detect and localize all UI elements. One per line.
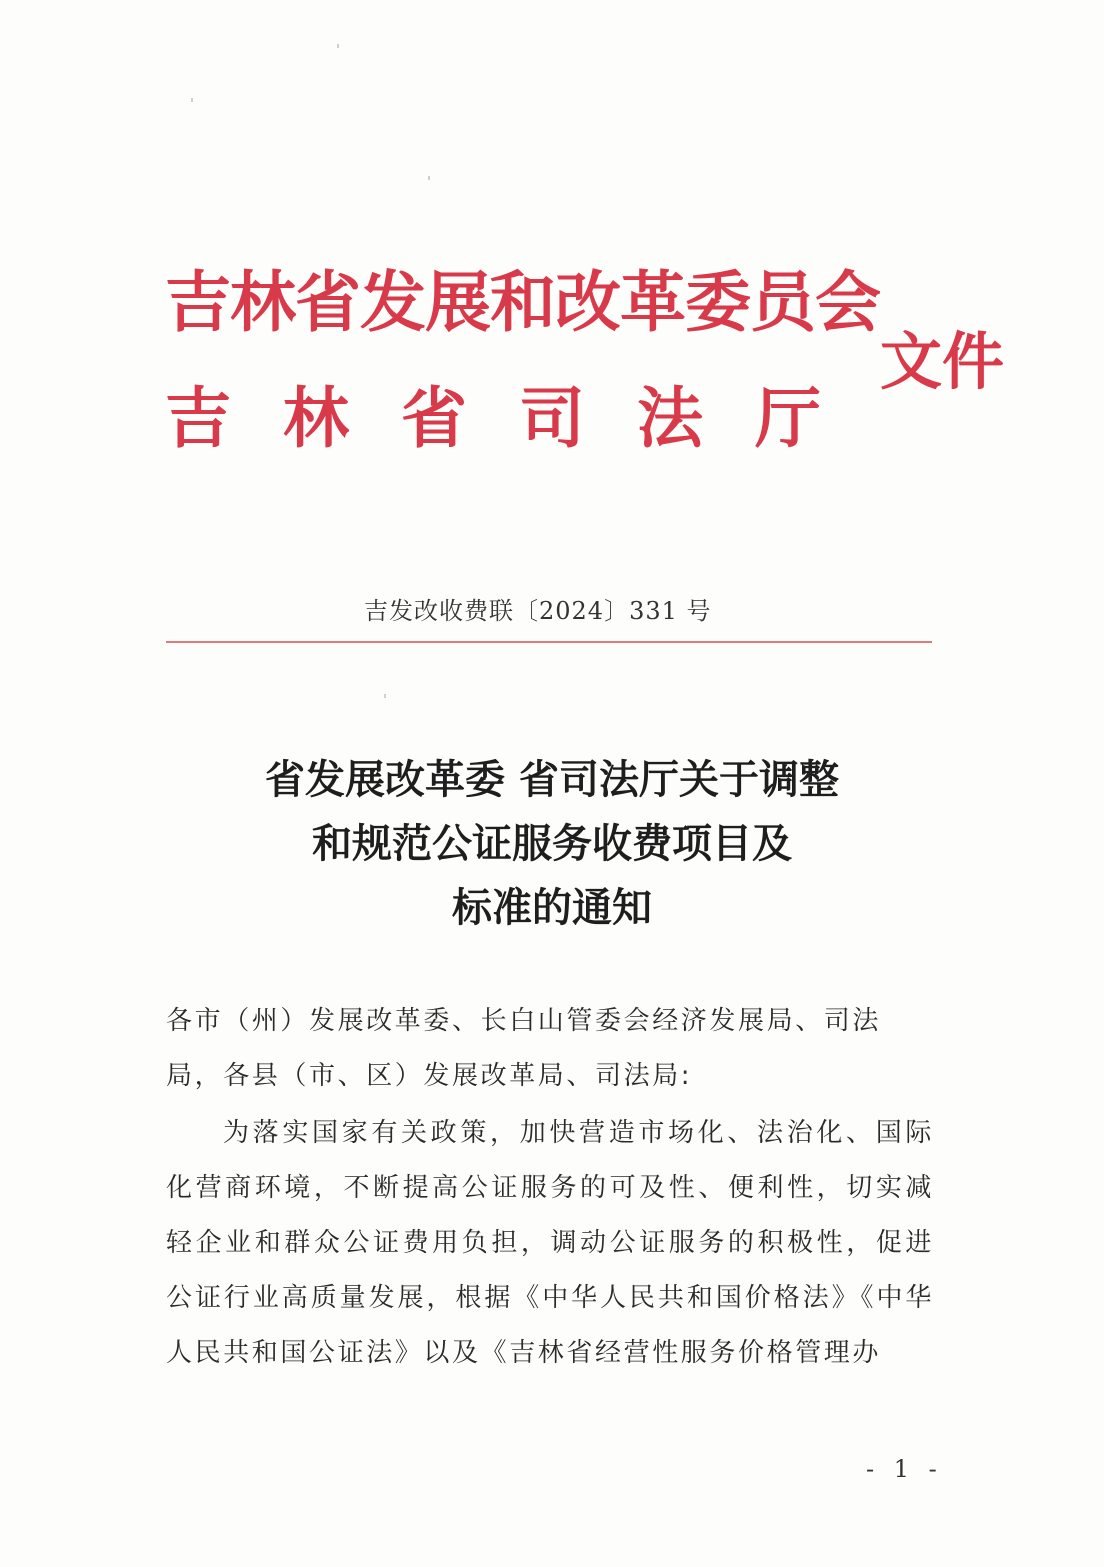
scan-speck <box>191 98 193 102</box>
title-line-3: 标准的通知 <box>452 884 652 931</box>
title-line-1: 省发展改革委 省司法厅关于调整 <box>265 756 839 803</box>
scan-speck <box>384 694 386 698</box>
scan-speck <box>428 176 430 180</box>
title-line-2: 和规范公证服务收费项目及 <box>312 820 792 867</box>
document-type-label: 文件 <box>880 325 1005 398</box>
scan-speck <box>337 44 339 48</box>
salutation: 各市（州）发展改革委、长白山管委会经济发展局、司法局，各县（市、区）发展改革局、司法局: <box>166 1006 882 1091</box>
red-divider-line <box>166 641 932 643</box>
page-number: - 1 - <box>866 1455 943 1483</box>
document-number: 吉发改收费联〔2024〕331 号 <box>364 597 712 625</box>
issuer-line-2: 吉林省司法厅 <box>165 379 873 457</box>
body-paragraph: 为落实国家有关政策，加快营造市场化、法治化、国际化营商环境，不断提高公证服务的可及性、便利性，切实减轻企业和群众公证费用负担，调动公证服务的积极性，促进公证行业高质量发展，根据《中华人民共和国价格法》《中华人民共和国公证法》以及《吉林省经营性服务价格管理办 <box>166 1118 934 1368</box>
issuer-line-1: 吉林省发展和改革委员会 <box>165 263 880 341</box>
